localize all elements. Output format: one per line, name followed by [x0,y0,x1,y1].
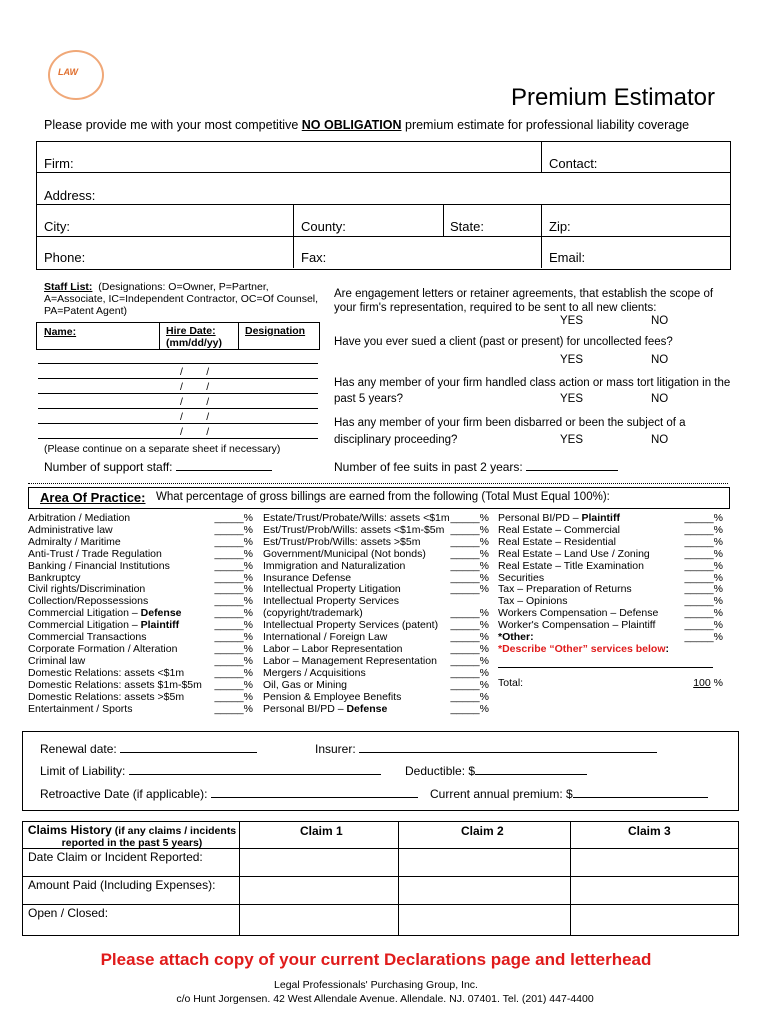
staff-date-slash: / / [180,396,210,408]
fax-field[interactable]: Fax: [301,250,327,265]
staff-col-designation: Designation [245,325,306,337]
fee-suits-field[interactable]: Number of fee suits in past 2 years: [334,460,618,474]
no-option[interactable]: NO [651,393,669,405]
renewal-date-field[interactable]: Renewal date: [40,742,257,756]
question-sued-client: Have you ever sued a client (past or present) for uncollected fees? [334,336,673,348]
staff-date-slash: / / [180,426,210,438]
current-premium-field[interactable]: Current annual premium: $ [430,787,708,801]
address-field[interactable]: Address: [44,188,96,203]
no-option[interactable]: NO [651,315,669,327]
practice-column-2: Estate/Trust/Probate/Wills: assets <$1m _____% Est/Trust/Prob/Wills: assets <$1m-$5m _____% Est/Trust/Prob/Wills: assets >$5m _____% Government/Municipal (Not bonds) _____% Immigration and Naturalization _____% Insurance Defense _____% Intellectual Property Litigation _____% Intellectual Property Services (copyright/trademark) _____% Intellectual Property Services (patent) _____% International / Foreign Law _____% Labor – Labor Representation _____% Labor – Management Representation _____% Mergers / Acquisitions _____% Oil, Gas or Mining _____% Pension & Employee Benefits _____% Personal BI/PD – Defense _____% [263,512,489,715]
contact-field[interactable]: Contact: [549,156,598,171]
support-staff-field[interactable]: Number of support staff: [44,460,272,474]
practice-column-3: Personal BI/PD – Plaintiff _____% Real Estate – Commercial _____% Real Estate – Residential _____% Real Estate – Land Use / Zoning _____% Real Estate – Title Examination _____% Securities _____% Tax – Preparation of Returns _____% Tax – Opinions _____% Workers Compensation – Defense _____% Worker's Compensation – Plaintiff _____% *Other: _____% *Describe “Other” services below: Total: 100 % [498,512,723,689]
phone-field[interactable]: Phone: [44,250,86,265]
staff-col-hire-date: Hire Date: (mm/dd/yy) [166,325,223,349]
page-title: Premium Estimator [510,84,715,111]
no-option[interactable]: NO [651,354,669,366]
claim-1-header: Claim 1 [300,824,343,838]
limit-of-liability-field[interactable]: Limit of Liability: [40,764,381,778]
claims-history-heading: Claims History (if any claims / incidents reported in the past 5 years) [27,823,237,849]
logo-text: LAW [58,67,78,77]
contact-info-box [36,141,731,270]
yes-option[interactable]: YES [560,315,584,327]
claims-row-status: Open / Closed: [28,906,109,920]
claims-row-date: Date Claim or Incident Reported: [28,850,203,864]
yes-option[interactable]: YES [560,434,584,446]
yes-option[interactable]: YES [560,354,584,366]
yes-option[interactable]: YES [560,393,584,405]
claims-row-amount: Amount Paid (Including Expenses): [28,878,216,892]
firm-field[interactable]: Firm: [44,156,74,171]
practice-question: What percentage of gross billings are earned from the following (Total Must Equal 100%): [156,491,610,503]
footer-company: Legal Professionals' Purchasing Group, Inc. [274,979,478,991]
dotted-divider [28,483,728,484]
staff-date-slash: / / [180,381,210,393]
question-disbarred: Has any member of your firm been disbarred or been the subject of a [334,417,686,429]
claim-3-header: Claim 3 [628,824,671,838]
email-field[interactable]: Email: [549,250,586,265]
deductible-field[interactable]: Deductible: $ [405,764,587,778]
attach-declarations-note: Please attach copy of your current Declarations page and letterhead [100,950,652,969]
staff-col-name: Name: [44,326,77,338]
practice-column-1: Arbitration / Mediation _____% Administrative law _____% Admiralty / Maritime _____% Anti-Trust / Trade Regulation _____% Banking / Financial Institutions _____% Bankruptcy _____% Civil rights/Discrimination _____% Collection/Repossessions _____% Commercial Litigation – Defense _____% Commercial Litigation – Plaintiff _____% Commercial Transactions _____% Corporate Formation / Alteration _____% Criminal law _____% Domestic Relations: assets <$1m _____% Domestic Relations: assets $1m-$5m _____% Domestic Relations: assets >$5m _____% Entertainment / Sports _____% [28,512,253,715]
state-field[interactable]: State: [450,219,484,234]
city-field[interactable]: City: [44,219,70,234]
question-engagement-letters: Are engagement letters or retainer agreements, that establish the scope of your firm's representation, required to be sent to all new clients: [334,288,714,314]
zip-field[interactable]: Zip: [549,219,571,234]
practice-heading: Area Of Practice: [40,490,146,505]
insurer-field[interactable]: Insurer: [315,742,657,756]
continue-note: (Please continue on a separate sheet if necessary) [44,443,281,455]
staff-date-slash: / / [180,366,210,378]
county-field[interactable]: County: [301,219,346,234]
claim-2-header: Claim 2 [461,824,504,838]
question-class-action: Has any member of your firm handled class action or mass tort litigation in the [334,377,731,389]
question-disbarred-2: disciplinary proceeding? [334,434,458,446]
question-class-action-2: past 5 years? [334,393,404,405]
footer-address: c/o Hunt Jorgensen. 42 West Allendale Avenue. Allendale. NJ. 07401. Tel. (201) 447-4400 [176,993,594,1005]
retroactive-date-field[interactable]: Retroactive Date (if applicable): [40,787,418,801]
staff-list-description: Staff List: (Designations: O=Owner, P=Partner, A=Associate, IC=Independent Contractor, OC=Of Counsel, PA=Patent Agent) [44,281,319,317]
staff-date-slash: / / [180,411,210,423]
intro-text: Please provide me with your most competitive NO OBLIGATION premium estimate for professional liability coverage [44,118,690,132]
no-option[interactable]: NO [651,434,669,446]
